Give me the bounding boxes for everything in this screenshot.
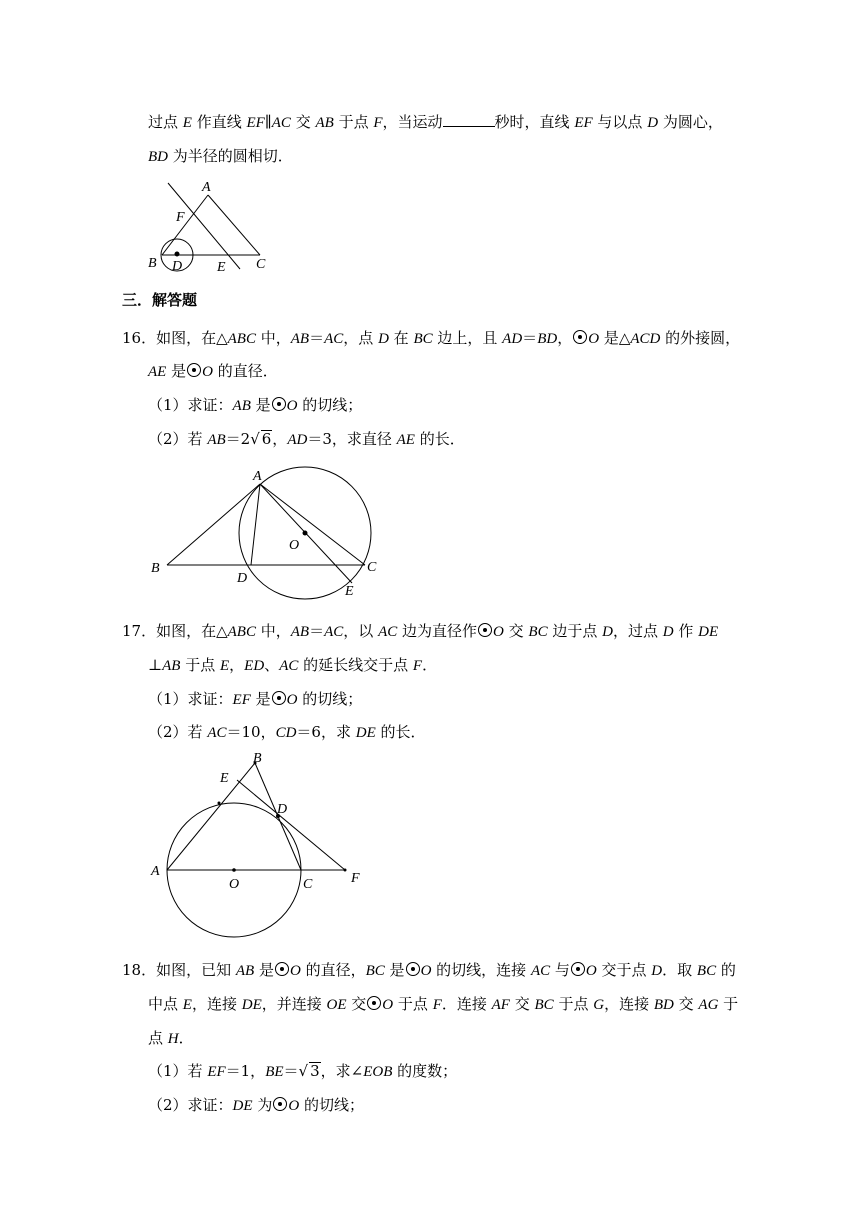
circle-symbol-icon bbox=[272, 397, 286, 411]
answer-blank[interactable] bbox=[443, 112, 495, 127]
q18-part-1: （1）若 EF＝1，BE＝√ 3，求∠EOB 的度数； bbox=[148, 1062, 458, 1080]
q15-figure bbox=[140, 175, 280, 275]
label-E: E bbox=[220, 771, 229, 786]
q18-line-3: 点 H． bbox=[148, 1029, 194, 1047]
q18-line-1: 18．如图，已知 AB 是 O 的直径，BC 是 O 的切线，连接 AC 与 O 交于点 D．取 BC 的 bbox=[122, 961, 736, 979]
circle-symbol-icon bbox=[367, 996, 381, 1010]
q18-line-2: 中点 E，连接 DE，并连接 OE 交 O 于点 F．连接 AF 交 BC 于点 G，连接 BD 交 AG 于 bbox=[148, 995, 739, 1013]
circle-symbol-icon bbox=[478, 623, 492, 637]
circle-symbol-icon bbox=[187, 363, 201, 377]
label-A: A bbox=[151, 864, 160, 879]
circle-symbol-icon bbox=[273, 1097, 287, 1111]
label-F: F bbox=[351, 871, 360, 886]
circle-symbol-icon bbox=[571, 962, 585, 976]
q16-figure bbox=[145, 465, 385, 600]
label-O: O bbox=[289, 538, 300, 553]
label-B: B bbox=[151, 561, 160, 576]
label-O: O bbox=[229, 877, 240, 892]
label-B: B bbox=[148, 256, 157, 271]
label-A: A bbox=[253, 469, 262, 484]
q16-line-2: AE 是 O 的直径． bbox=[148, 362, 278, 380]
circle-symbol-icon bbox=[275, 962, 289, 976]
circle-symbol-icon bbox=[406, 962, 420, 976]
label-C: C bbox=[256, 257, 266, 272]
circle-symbol-icon bbox=[573, 330, 587, 344]
section-title: 三．解答题 bbox=[122, 291, 198, 309]
label-E: E bbox=[217, 260, 226, 275]
label-D: D bbox=[277, 802, 288, 817]
label-F: F bbox=[176, 210, 185, 225]
label-A: A bbox=[202, 180, 211, 195]
q17-part-2: （2）若 AC＝10，CD＝6，求 DE 的长． bbox=[148, 723, 426, 741]
q15-line-1: 过点 E 作直线 EF∥AC 交 AB 于点 F，当运动 秒时，直线 EF 与以点 D 为圆心， bbox=[148, 113, 723, 131]
q17-line-1: 17．如图，在△ABC 中，AB＝AC，以 AC 边为直径作 O 交 BC 边于点 D，过点 D 作 DE bbox=[122, 622, 719, 640]
q17-line-2: ⊥AB 于点 E，ED、AC 的延长线交于点 F． bbox=[148, 656, 438, 674]
q16-part-2: （2）若 AB＝2√ 6，AD＝3，求直径 AE 的长． bbox=[148, 430, 465, 448]
label-E: E bbox=[345, 584, 354, 599]
label-D: D bbox=[172, 259, 183, 274]
label-B: B bbox=[253, 751, 262, 766]
q18-part-2: （2）求证：DE 为 O 的切线； bbox=[148, 1096, 364, 1114]
q16-line-1: 16．如图，在△ABC 中，AB＝AC，点 D 在 BC 边上，且 AD＝BD， O 是△ACD 的外接圆， bbox=[122, 329, 741, 347]
q17-part-1: （1）求证：EF 是 O 的切线； bbox=[148, 690, 363, 708]
q16-part-1: （1）求证：AB 是 O 的切线； bbox=[148, 396, 363, 414]
label-C: C bbox=[367, 560, 377, 575]
label-D: D bbox=[237, 571, 248, 586]
q17-figure bbox=[145, 748, 375, 943]
circle-symbol-icon bbox=[272, 691, 286, 705]
label-C: C bbox=[303, 877, 313, 892]
q15-line-2: BD 为半径的圆相切． bbox=[148, 147, 293, 165]
